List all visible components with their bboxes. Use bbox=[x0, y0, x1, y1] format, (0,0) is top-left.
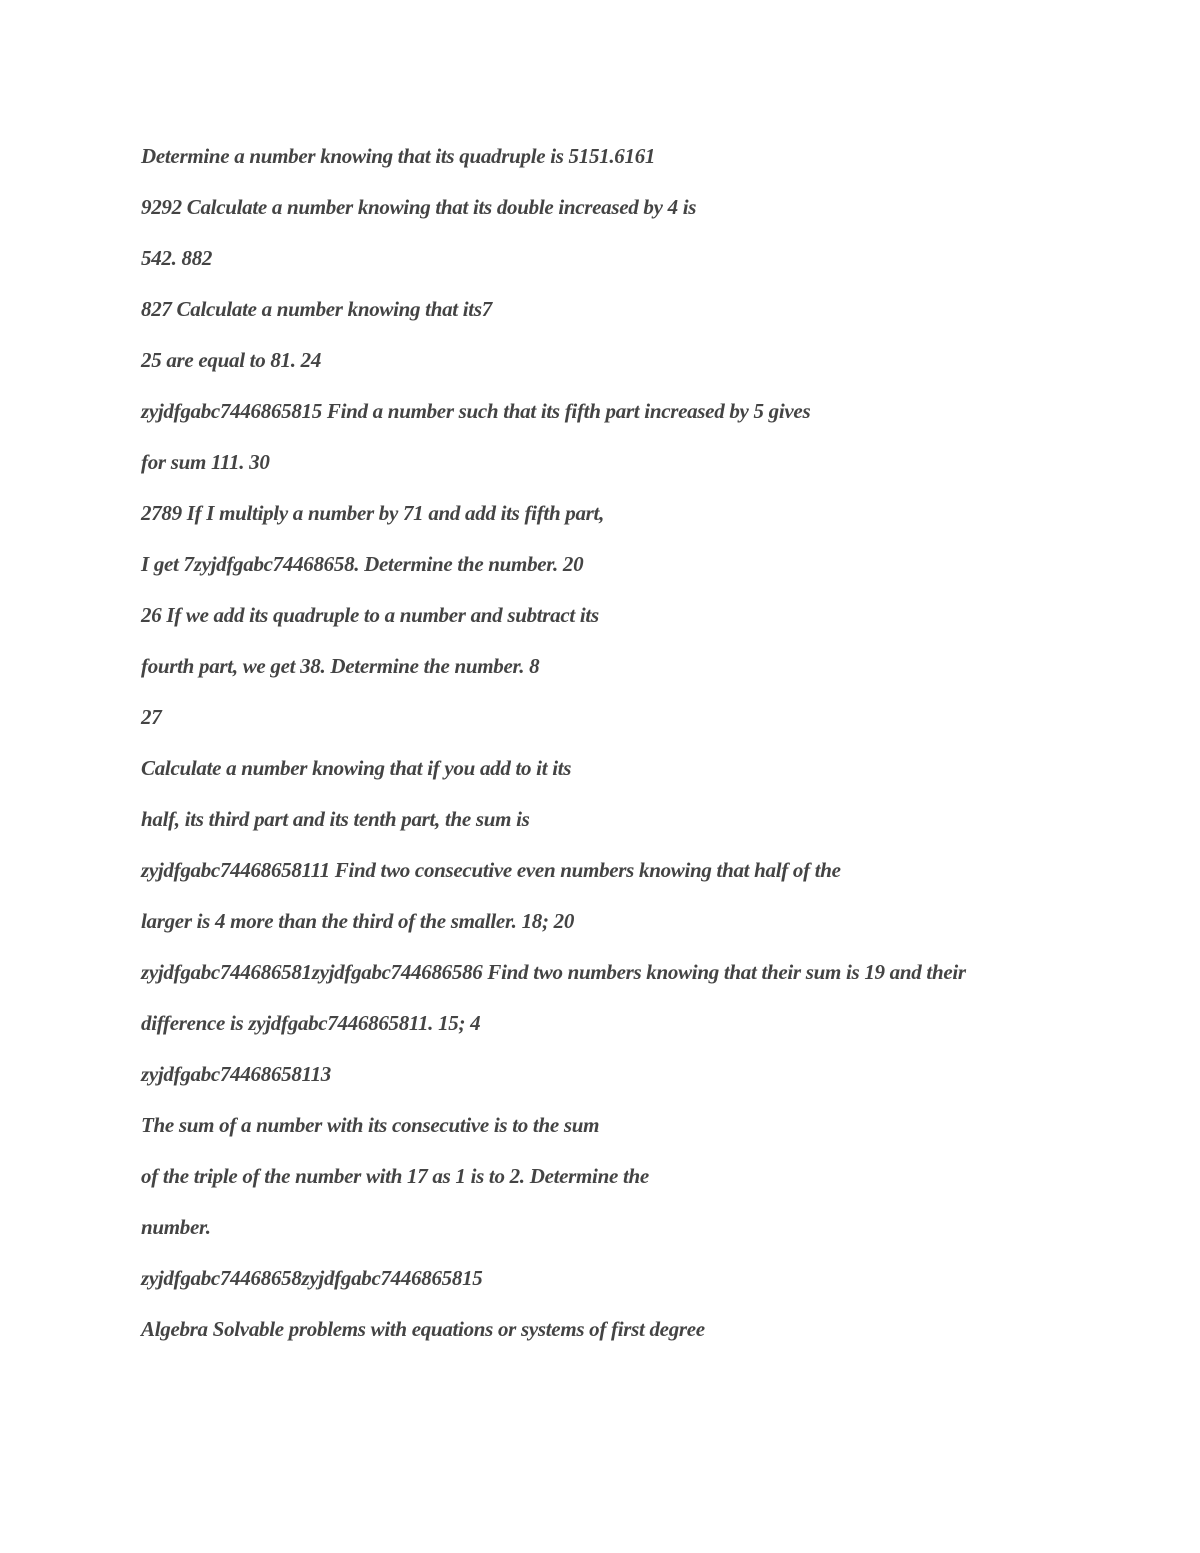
document-body bbox=[141, 141, 1061, 1365]
text-line: zyjdfgabc74468658111 Find two consecutive even numbers knowing that half of the bbox=[141, 858, 841, 882]
text-line: of the triple of the number with 17 as 1 is to 2. Determine the bbox=[141, 1164, 649, 1188]
text-line: 25 are equal to 81. 24 bbox=[141, 348, 322, 372]
text-line: The sum of a number with its consecutive is to the sum bbox=[141, 1113, 600, 1137]
text-line: Determine a number knowing that its quadruple is 5151.6161 bbox=[141, 144, 656, 168]
text-line: 26 If we add its quadruple to a number and subtract its bbox=[141, 603, 599, 627]
text-line: 9292 Calculate a number knowing that its double increased by 4 is bbox=[141, 195, 697, 219]
text-line: larger is 4 more than the third of the smaller. 18; 20 bbox=[141, 909, 575, 933]
text-line: difference is zyjdfgabc7446865811. 15; 4 bbox=[141, 1011, 481, 1035]
text-line: zyjdfgabc7446865815 Find a number such that its fifth part increased by 5 gives bbox=[141, 399, 811, 423]
text-line: Calculate a number knowing that if you add to it its bbox=[141, 756, 572, 780]
text-line: zyjdfgabc744686581zyjdfgabc744686586 Find two numbers knowing that their sum is 19 and their bbox=[141, 960, 966, 984]
text-line: Algebra Solvable problems with equations or systems of first degree bbox=[141, 1317, 705, 1341]
text-line: zyjdfgabc74468658zyjdfgabc7446865815 bbox=[141, 1266, 483, 1290]
text-line: number. bbox=[141, 1215, 211, 1239]
text-line: 2789 If I multiply a number by 71 and add its fifth part, bbox=[141, 501, 605, 525]
text-line: zyjdfgabc74468658113 bbox=[141, 1062, 331, 1086]
text-line: 542. 882 bbox=[141, 246, 213, 270]
text-line: for sum 111. 30 bbox=[141, 450, 270, 474]
text-line: 827 Calculate a number knowing that its7 bbox=[141, 297, 492, 321]
text-line: fourth part, we get 38. Determine the number. 8 bbox=[141, 654, 540, 678]
text-line: 27 bbox=[141, 705, 162, 729]
text-line: half, its third part and its tenth part, the sum is bbox=[141, 807, 530, 831]
text-line: I get 7zyjdfgabc74468658. Determine the number. 20 bbox=[141, 552, 584, 576]
